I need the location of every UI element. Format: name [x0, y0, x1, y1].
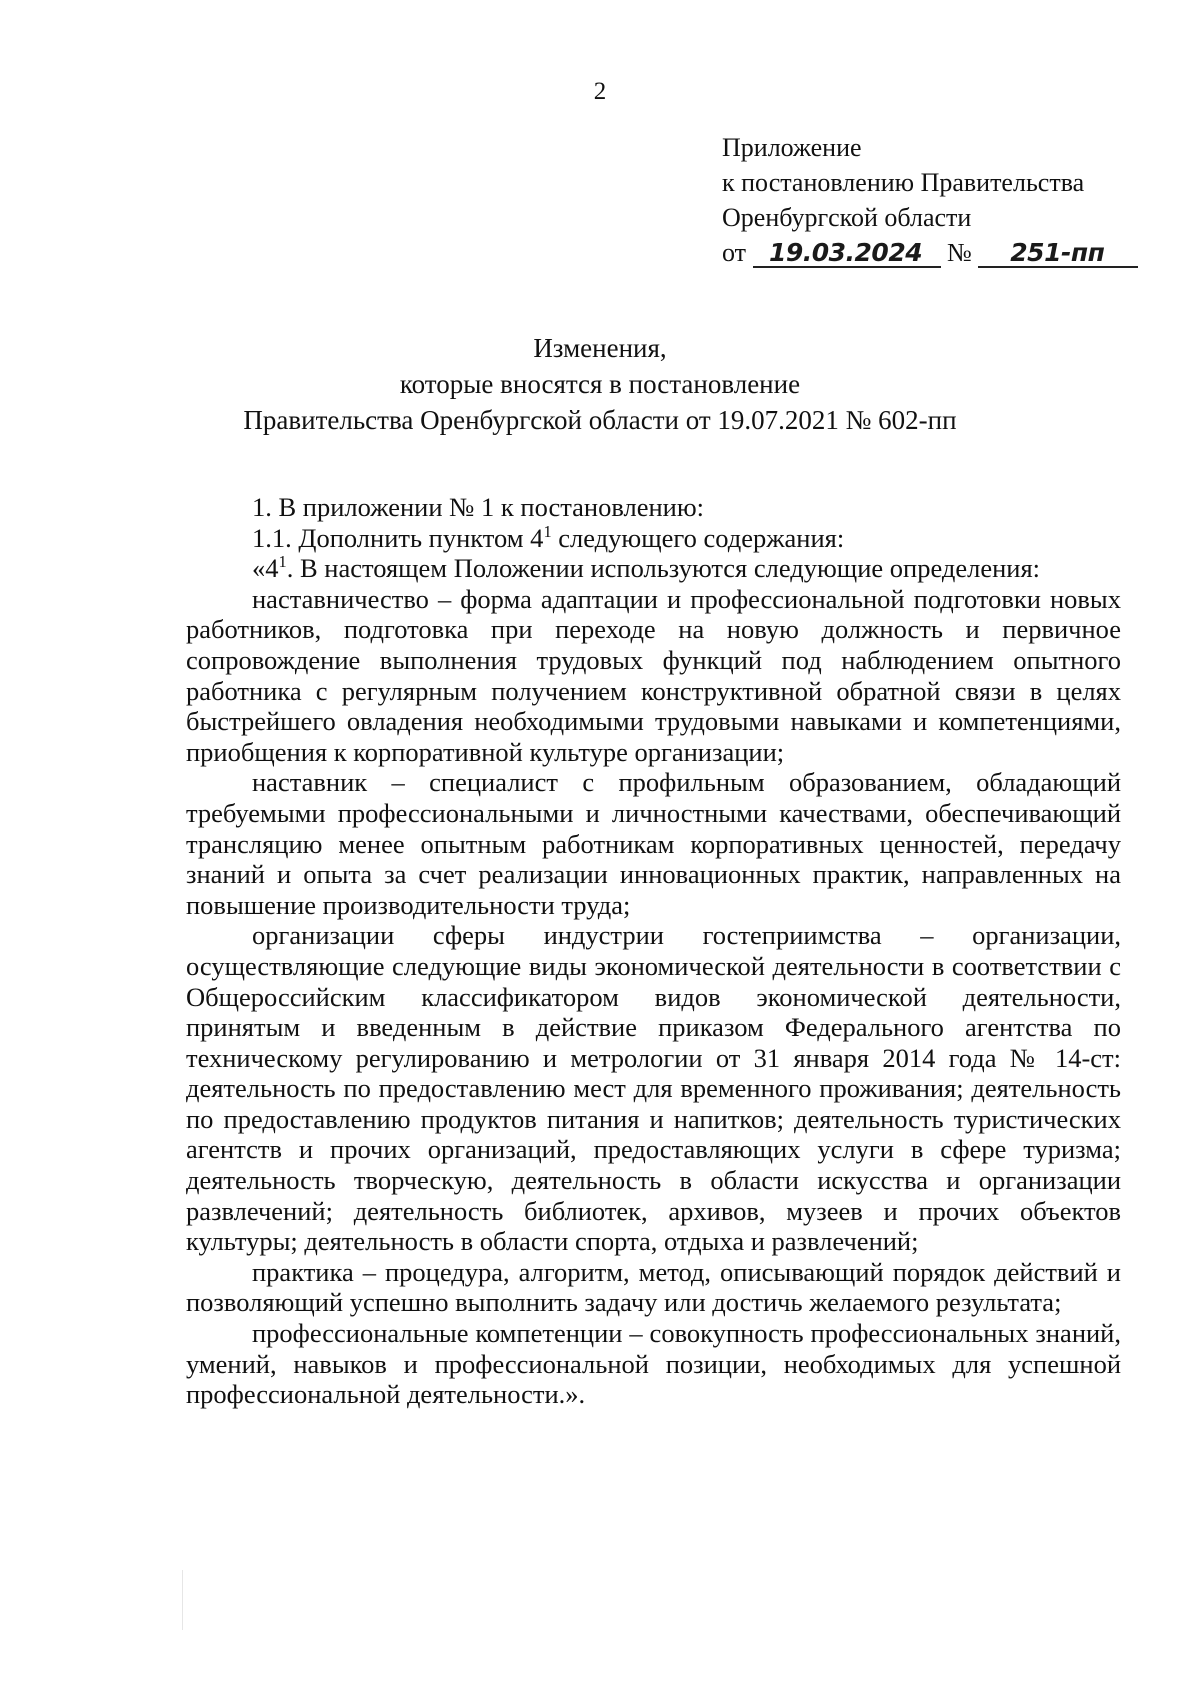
- definition-mentor: наставник – специалист с профильным образованием, обладающий требуемыми профессиональными и личностными качествами, обеспечивающий трансляцию менее опытным работникам корпоративных ценностей, передачу знаний и опыта за счет реализации инновационных практик, направленных на повышение производительности труда;: [186, 767, 1121, 920]
- appendix-date-number-line: [722, 235, 1138, 270]
- title-line-2: которые вносятся в постановление: [399, 369, 801, 399]
- number-label: №: [947, 238, 972, 267]
- paragraph-1: 1. В приложении № 1 к постановлению:: [252, 492, 705, 522]
- superscript: 1: [543, 521, 552, 541]
- paragraph-2-pre: 1.1. Дополнить пунктом 4: [252, 522, 544, 553]
- definition-hospitality-organizations: организации сферы индустрии гостеприимства – организации, осуществляющие следующие виды экономической деятельности в соответствии с Общероссийским классификатором видов экономической деятельности, принятым и введенным в действие приказом Федерального агентства по техническому регулированию и метрологии от 31 января 2014 года № 14-ст: деятельность по предоставлению мест для временного проживания; деятельность по предоставлению продуктов питания и напитков; деятельность туристических агентств и прочих организаций, предоставляющих услуги в сфере туризма; деятельность творческую, деятельность в области искусства и организации развлечений; деятельность библиотек, архивов, музеев и прочих объектов культуры; деятельность в области спорта, отдыха и развлечений;: [186, 920, 1121, 1257]
- scan-artifact-line: [182, 1570, 183, 1630]
- paragraph-3-post: . В настоящем Положении используются следующие определения:: [286, 553, 1041, 584]
- paragraph-2-post: следующего содержания:: [551, 522, 845, 553]
- appendix-line-1: Приложение: [722, 133, 862, 162]
- page-number: 2: [593, 78, 607, 105]
- title-line-1: Изменения,: [533, 333, 667, 363]
- definition-practice: практика – процедура, алгоритм, метод, описывающий порядок действий и позволяющий успешно выполнить задачу или достичь желаемого результата;: [186, 1256, 1121, 1318]
- handwritten-number: 251-пп: [978, 240, 1138, 268]
- definition-mentorship: наставничество – форма адаптации и профессиональной подготовки новых работников, подготовка при переходе на новую должность и первичное сопровождение выполнения трудовых функций под наблюдением опытного работника с регулярным получением конструктивной обратной связи в целях быстрейшего овладения необходимыми трудовыми навыками и компетенциями, приобщения к корпоративной культуре организации;: [186, 583, 1121, 767]
- paragraph-2: [186, 523, 1121, 554]
- title-line-3: Правительства Оренбургской области от 19.07.2021 № 602-пп: [243, 405, 957, 435]
- definition-professional-competencies: профессиональные компетенции – совокупность профессиональных знаний, умений, навыков и профессиональной позиции, необходимых для успешной профессиональной деятельности.».: [186, 1318, 1121, 1410]
- appendix-line-2: к постановлению Правительства: [722, 168, 1085, 197]
- document-body: [186, 492, 1121, 1410]
- paragraph-3-pre: «4: [252, 553, 279, 584]
- from-label: от: [722, 238, 747, 267]
- appendix-line-3: Оренбургской области: [722, 203, 972, 232]
- superscript: 1: [278, 552, 287, 572]
- handwritten-date: 19.03.2024: [753, 240, 941, 268]
- document-title: [0, 330, 1200, 438]
- paragraph-3: [186, 553, 1121, 584]
- appendix-header: [722, 130, 1138, 270]
